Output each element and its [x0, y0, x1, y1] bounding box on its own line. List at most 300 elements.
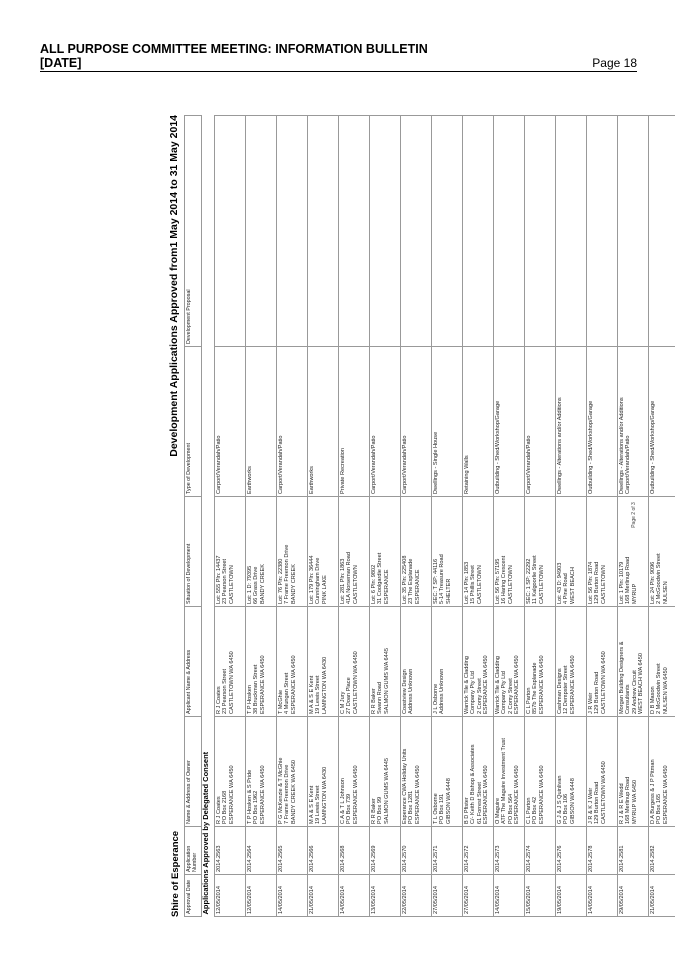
col-application-number: Application Number: [185, 827, 202, 875]
applicant: [587, 607, 618, 717]
owner-line: 7 Frame Freemon Drive: [284, 764, 291, 824]
applicant-line: 2 Comy Street: [507, 678, 514, 714]
section-title: Applications Approved by Delegated Consent: [202, 116, 215, 917]
approval-date-line: 22/05/2014: [402, 886, 408, 914]
owner-line: PO Box 165: [656, 793, 663, 824]
applicant-line: Cashman Designs: [557, 668, 563, 714]
situation: [339, 497, 370, 607]
owner-line: 129 Burton Road: [594, 781, 601, 824]
situation-line: Lot: 24 Pln: 9096: [650, 561, 656, 604]
owner: [649, 717, 675, 827]
development-type: [587, 347, 618, 497]
applicant-line: CASTLETOWN WA 6450: [352, 651, 359, 714]
applicant-line: T P Hosken: [247, 684, 253, 714]
situation-line: Cunningham Drive: [315, 557, 322, 604]
applicant-line: NULSEN WA 6450: [662, 667, 669, 714]
situation: [215, 497, 246, 607]
application-number: [649, 827, 675, 875]
owner-line: CASTLETOWN WA 6450: [600, 761, 607, 824]
situation: [246, 497, 277, 607]
owner: [370, 717, 401, 827]
applicant-line: 129 Burton Road: [594, 671, 601, 714]
approval-date: [401, 875, 432, 917]
development-type: [432, 347, 463, 497]
development-type-line: Private Recreation: [340, 447, 346, 494]
development-type-line: Earthworks: [309, 466, 315, 494]
col-proposal: Development Proposal: [185, 116, 202, 347]
situation-line: Lot: 1 Pln: 10179: [619, 561, 625, 604]
applicant-line: C M Jury: [340, 691, 346, 714]
approval-date-line: 21/05/2014: [309, 886, 315, 914]
application-number: [401, 827, 432, 875]
applicant-line: Address Unknown: [408, 668, 415, 714]
owner-line: C/- Keith D Bishop & Associates: [470, 744, 477, 824]
applicant-line: Swann Road: [377, 681, 384, 714]
applicant: [463, 607, 494, 717]
owner-line: PO Box 191: [439, 793, 446, 824]
development-type-line: Outbuilding - Shed/Workshop/Garage: [588, 400, 594, 494]
development-proposal: [308, 116, 339, 347]
owner-line: 61 Forrest Street: [476, 782, 483, 824]
approval-date-line: 14/05/2014: [340, 886, 346, 914]
owner-line: M A & S E Kent: [309, 785, 315, 824]
owner-line: C L Parton: [526, 797, 532, 824]
situation: [277, 497, 308, 607]
situation-line: CASTLETOWN: [228, 565, 235, 604]
owner-line: J R & K J Weir: [588, 787, 594, 824]
approval-date-line: 27/05/2014: [464, 886, 470, 914]
owner-line: R J & R E Wedd: [619, 783, 625, 824]
development-type-line: Dwellings - Alterations and/or Additions: [619, 397, 625, 494]
situation-line: Lot: 179 Pln: 36444: [309, 555, 315, 604]
applicant: [556, 607, 587, 717]
approval-date-line: 14/05/2014: [588, 886, 594, 914]
applicant-line: ESPERANCE WA 6450: [290, 655, 297, 714]
situation: [556, 497, 587, 607]
application-number: [370, 827, 401, 875]
owner-line: C A & T L Johnson: [340, 778, 346, 824]
applicant: [308, 607, 339, 717]
application-number-line: 2014.2576: [557, 845, 563, 872]
application-number: [215, 827, 246, 875]
development-proposal: [587, 116, 618, 347]
development-type: [494, 347, 525, 497]
situation-line: SEC: T SP: 44116: [433, 558, 439, 604]
owner: [277, 717, 308, 827]
owner: [494, 717, 525, 827]
applicant-line: T McGhie: [278, 689, 284, 714]
situation-line: CASTLETOWN: [507, 565, 514, 604]
application-number-line: 2014.2569: [371, 845, 377, 872]
approval-date: [587, 875, 618, 917]
owner-line: PO Box 99: [377, 796, 384, 824]
owner: [463, 717, 494, 827]
rotated-report: [168, 105, 669, 925]
applicant-line: 4 Mungan Street: [284, 672, 291, 714]
owner-line: ESPERANCE WA 6450: [662, 765, 669, 824]
applicant-line: 12 Dempster Street: [563, 665, 570, 714]
situation-line: 15 Phillis Street: [470, 565, 477, 604]
situation-line: Lot: 56 Pln: 57195: [495, 558, 501, 604]
applicant-line: M A & S E Kent: [309, 675, 315, 714]
applicant-line: ESPERANCE WA 6450: [259, 655, 266, 714]
development-proposal: [370, 116, 401, 347]
owner: [308, 717, 339, 827]
situation-line: Lot: 56 Pln: 1874: [588, 561, 594, 604]
approval-date-line: 29/05/2014: [619, 886, 625, 914]
applicant-line: Company Pty Ltd: [501, 671, 508, 714]
owner-line: PO Box 42: [532, 796, 539, 824]
development-type-line: Carport/Verandah/Patio: [216, 435, 222, 494]
approval-date: [463, 875, 494, 917]
shire-name: Shire of Esperance: [170, 830, 181, 917]
approval-date: [370, 875, 401, 917]
owner-line: LAMINGTON WA 6430: [321, 766, 328, 824]
development-type-line: Earthworks: [247, 466, 253, 494]
owner-line: MYRUP WA 6450: [631, 779, 638, 824]
situation-line: 41A Norseman Road: [346, 552, 353, 604]
situation-line: Lot: 43 D: 94903: [557, 562, 563, 604]
situation-line: Lot: 6 Pln: 9802: [371, 564, 377, 604]
application-number: [432, 827, 463, 875]
situation-line: PINK LAKE: [321, 575, 328, 604]
owner-line: Esperance CWA Holiday Units: [402, 748, 408, 824]
development-proposal: [463, 116, 494, 347]
application-number: [339, 827, 370, 875]
application-number-line: 2014.2581: [619, 845, 625, 872]
application-number-line: 2014.2564: [247, 845, 253, 872]
approval-date-line: 21/05/2014: [650, 886, 656, 914]
situation-line: 129 Burton Road: [594, 561, 601, 604]
development-type-line: Carport/Verandah/Patio: [402, 435, 408, 494]
application-number: [494, 827, 525, 875]
owner-line: O Maguire: [495, 797, 501, 824]
table-row: [401, 116, 432, 917]
owner-line: 19 Lewis Street: [315, 785, 322, 824]
situation-line: 5-14 Treasure Road: [439, 554, 446, 604]
applicant-line: ESPERANCE WA 6450: [538, 655, 545, 714]
applicant: [525, 607, 556, 717]
applicant-line: Morgan Building Designers &: [619, 641, 625, 714]
page-footer: Page 2 of 3: [631, 502, 637, 528]
owner: [587, 717, 618, 827]
applicant-line: CASTLETOWN WA 6450: [228, 651, 235, 714]
application-number-line: 2014.2571: [433, 845, 439, 872]
approval-date: [215, 875, 246, 917]
applicant-line: SALMON GUMS WA 6445: [383, 647, 390, 714]
owner-line: BANDY CREEK WA 6450: [290, 759, 297, 824]
development-type: [339, 347, 370, 497]
development-proposal: [401, 116, 432, 347]
development-type-line: Carport/Verandah/Patio: [278, 435, 284, 494]
applicant-line: C L Parton: [526, 687, 532, 714]
applicant-line: ESPERANCE WA 6450: [514, 655, 521, 714]
applicant-line: 29 Andrew Circuit: [631, 670, 638, 714]
development-type: [246, 347, 277, 497]
situation-line: CASTLETOWN: [600, 565, 607, 604]
owner-line: PO Box 106: [563, 793, 570, 824]
situation: [649, 497, 675, 607]
approval-date: [339, 875, 370, 917]
situation-line: 16 Haring Crescent: [501, 555, 508, 604]
approval-date-line: 27/05/2014: [433, 886, 439, 914]
owner-line: ESPERANCE WA 6450: [538, 765, 545, 824]
application-number-line: 2014.2563: [216, 845, 222, 872]
situation: [370, 497, 401, 607]
situation-line: SEC: 1 SP: 22292: [526, 558, 532, 604]
owner-line: T L Osborne: [433, 793, 439, 824]
applicant-line: ESPERANCE WA 6450: [569, 655, 576, 714]
development-type-line: Retaining Walls: [464, 455, 470, 494]
situation-line: ESPERANCE: [383, 569, 390, 604]
applicant-line: 857b The Esplanade: [532, 662, 539, 714]
approval-date: [649, 875, 675, 917]
col-type: Type of Development: [185, 347, 202, 497]
table-row: [432, 116, 463, 917]
col-approval-date: Approval Date: [185, 875, 202, 917]
situation-line: 23 The Esplanade: [408, 558, 415, 604]
approval-date: [432, 875, 463, 917]
applicant-line: J R Weir: [588, 692, 594, 714]
applicant-line: 2 McGoodwin Street: [656, 663, 663, 714]
development-proposal: [432, 116, 463, 347]
development-type: [556, 347, 587, 497]
owner-line: ATF The Maguire Investment Trust: [501, 738, 508, 824]
applications-table: [184, 115, 675, 917]
owner-line: PO Box 2168: [222, 790, 229, 824]
situation-line: Lot: 14 Pln: 1853: [464, 561, 470, 604]
owner-line: G J & J S Quinlivan: [557, 775, 563, 824]
applicant: [494, 607, 525, 717]
situation-line: 23 Pearson Street: [222, 558, 229, 604]
situation: [463, 497, 494, 607]
table-header-row: [185, 116, 202, 917]
col-owner: Name & Address of Owner: [185, 717, 202, 827]
applicant-line: J L Osborne: [433, 683, 439, 714]
applicant: [339, 607, 370, 717]
situation-line: SHELTER: [445, 578, 452, 604]
situation-line: CASTLETOWN: [538, 565, 545, 604]
approval-date-line: 12/05/2014: [247, 886, 253, 914]
application-number: [556, 827, 587, 875]
owner-line: 168 Merlinup Road: [625, 776, 632, 824]
owner-line: ESPERANCE WA 6450: [483, 765, 490, 824]
table-row: [370, 116, 401, 917]
applicant-line: 27 Doan Place: [346, 677, 353, 714]
situation-line: 7 Frame Freemon Drive: [284, 544, 291, 604]
owner: [215, 717, 246, 827]
application-number-line: 2014.2574: [526, 845, 532, 872]
development-type: [308, 347, 339, 497]
applicant-line: R R Baker: [371, 688, 377, 714]
table-row: [525, 116, 556, 917]
situation-line: MYRUP: [631, 583, 638, 604]
development-type: [215, 347, 246, 497]
development-type: [463, 347, 494, 497]
owner-line: PO Box 1281: [408, 790, 415, 824]
report-title: Development Applications Approved from1 May 2014 to 31 May 2014: [168, 115, 180, 457]
table-row: [339, 116, 370, 917]
application-number-line: 2014.2570: [402, 845, 408, 872]
applicant: [649, 607, 675, 717]
owner-line: GIBSON WA 6448: [569, 778, 576, 824]
development-type: [401, 347, 432, 497]
applicant-line: Company Pty Ltd: [470, 671, 477, 714]
application-number-line: 2014.2578: [588, 845, 594, 872]
development-type-line: Outbuilding - Shed/Workshop/Garage: [495, 400, 501, 494]
applicant: [432, 607, 463, 717]
application-number-line: 2014.2582: [650, 845, 656, 872]
applicant-line: CASTLETOWN WA 6450: [600, 651, 607, 714]
owner-line: PO Box 1962: [253, 790, 260, 824]
applicant-line: Coastview Design: [402, 669, 408, 714]
owner-line: PO Box 739: [346, 793, 353, 824]
table-row: [246, 116, 277, 917]
owner-line: PO Box 564: [507, 793, 514, 824]
situation-line: WEST BEACH: [569, 567, 576, 604]
table-row: [308, 116, 339, 917]
situation: [494, 497, 525, 607]
applicant-line: R J Coates: [216, 686, 222, 714]
owner: [525, 717, 556, 827]
development-proposal: [277, 116, 308, 347]
applicant-line: Warrick Tile & Cladding: [495, 656, 501, 714]
applicant-line: Address Unknown: [439, 668, 446, 714]
situation-line: Lot: 1 D: 79395: [247, 565, 253, 604]
development-type: [525, 347, 556, 497]
applicant-line: D B Mason: [650, 686, 656, 714]
approval-date-line: 19/05/2014: [557, 886, 563, 914]
approval-date: [525, 875, 556, 917]
approval-date-line: 14/05/2014: [278, 886, 284, 914]
applicant-line: 23 Pearson Street: [222, 668, 229, 714]
table-row: [587, 116, 618, 917]
development-type: [649, 347, 675, 497]
table-row: [494, 116, 525, 917]
development-type-line: Carport/Verandah/Patio: [625, 435, 632, 494]
applicant-line: LAMINGTON WA 6430: [321, 656, 328, 714]
situation-line: 11 Kalgoorlie Street: [532, 555, 539, 604]
approval-date-line: 15/05/2014: [526, 886, 532, 914]
table-row: [215, 116, 246, 917]
owner-line: R R Baker: [371, 798, 377, 824]
situation-line: CASTLETOWN: [476, 565, 483, 604]
situation-line: Lot: 76 Pln: 22380: [278, 558, 284, 604]
owner-line: ESPERANCE WA 6450: [259, 765, 266, 824]
owner-line: SALMON GUMS WA 6445: [383, 757, 390, 824]
application-number-line: 2014.2568: [340, 845, 346, 872]
application-number: [308, 827, 339, 875]
situation-line: CASTLETOWN: [352, 565, 359, 604]
situation: [587, 497, 618, 607]
application-number: [246, 827, 277, 875]
page-number: Page 18: [592, 56, 637, 70]
bulletin-title: ALL PURPOSE COMMITTEE MEETING: INFORMATION BULLETIN: [40, 42, 428, 56]
owner: [339, 717, 370, 827]
situation-line: 168 Merlinup Road: [625, 556, 632, 604]
owner: [246, 717, 277, 827]
situation-line: 66 Grass Drive: [253, 566, 260, 604]
application-number-line: 2014.2565: [278, 845, 284, 872]
application-number: [587, 827, 618, 875]
table-row: [463, 116, 494, 917]
situation-line: ESPERANCE: [414, 569, 421, 604]
application-number-line: 2014.2572: [464, 845, 470, 872]
application-number: [277, 827, 308, 875]
situation-line: BANDY CREEK: [259, 564, 266, 604]
header-rule: [40, 71, 637, 72]
owner-line: D A Burgess & J P Pitman: [650, 759, 656, 824]
section-row: [202, 116, 215, 917]
applicant: [277, 607, 308, 717]
owner: [556, 717, 587, 827]
applicant-line: WEST BEACH WA 6450: [638, 653, 645, 714]
application-number-line: 2014.2566: [309, 845, 315, 872]
applicant-line: ESPERANCE WA 6450: [483, 655, 490, 714]
development-type-line: Carport/Verandah/Patio: [371, 435, 377, 494]
situation-line: BANDY CREEK: [290, 564, 297, 604]
situation-line: NULSEN: [662, 581, 669, 604]
development-proposal: [246, 116, 277, 347]
development-proposal: [494, 116, 525, 347]
applicant-line: 2 Comy Street: [476, 678, 483, 714]
development-proposal: [339, 116, 370, 347]
situation-line: Lot: 555 Pln: 14437: [216, 555, 222, 604]
table-row: [277, 116, 308, 917]
owner-line: GIBSON WA 6448: [445, 778, 452, 824]
applicant: [215, 607, 246, 717]
situation-line: Lot: 35 Pln: 225408: [402, 555, 408, 604]
table-row: [556, 116, 587, 917]
col-applicant: Applicant Name & Address: [185, 607, 202, 717]
development-proposal: [215, 116, 246, 347]
development-proposal: [556, 116, 587, 347]
applicant-line: 19 Lewis Street: [315, 675, 322, 714]
situation: [432, 497, 463, 607]
owner-line: P G McKenzie & T McGhie: [278, 757, 284, 824]
situation-line: 31 Coolgardie Street: [377, 552, 384, 604]
owner-line: ESPERANCE WA 6450: [514, 765, 521, 824]
approval-date-line: 13/05/2014: [371, 886, 377, 914]
development-proposal: [525, 116, 556, 347]
development-type-line: Outbuilding - Shed/Workshop/Garage: [650, 400, 656, 494]
applicant-line: Consultants: [625, 684, 632, 714]
development-type-line: Dwellings - Single House: [433, 431, 439, 494]
approval-date-line: 12/05/2014: [216, 886, 222, 914]
situation: [308, 497, 339, 607]
development-proposal: [649, 116, 675, 347]
development-type: [370, 347, 401, 497]
approval-date-line: 14/05/2014: [495, 886, 501, 914]
applicant-line: 38 Bruckman Street: [253, 664, 260, 714]
applicant: [401, 607, 432, 717]
applicant-line: Warrick Tile & Cladding: [464, 656, 470, 714]
situation-line: Lot: 281 Pln: 1863: [340, 558, 346, 604]
approval-date: [308, 875, 339, 917]
owner-line: R J Coates: [216, 796, 222, 824]
applicant: [370, 607, 401, 717]
owner-line: ESPERANCE WA 6450: [228, 765, 235, 824]
col-situation: Situation of Development: [185, 497, 202, 607]
situation: [525, 497, 556, 607]
owner: [401, 717, 432, 827]
approval-date: [556, 875, 587, 917]
table-row: [649, 116, 675, 917]
approval-date: [277, 875, 308, 917]
owner-line: ESPERANCE WA 6450: [414, 765, 421, 824]
development-type-line: Carport/Verandah/Patio: [526, 435, 532, 494]
owner-line: B D Pfister: [464, 797, 470, 824]
